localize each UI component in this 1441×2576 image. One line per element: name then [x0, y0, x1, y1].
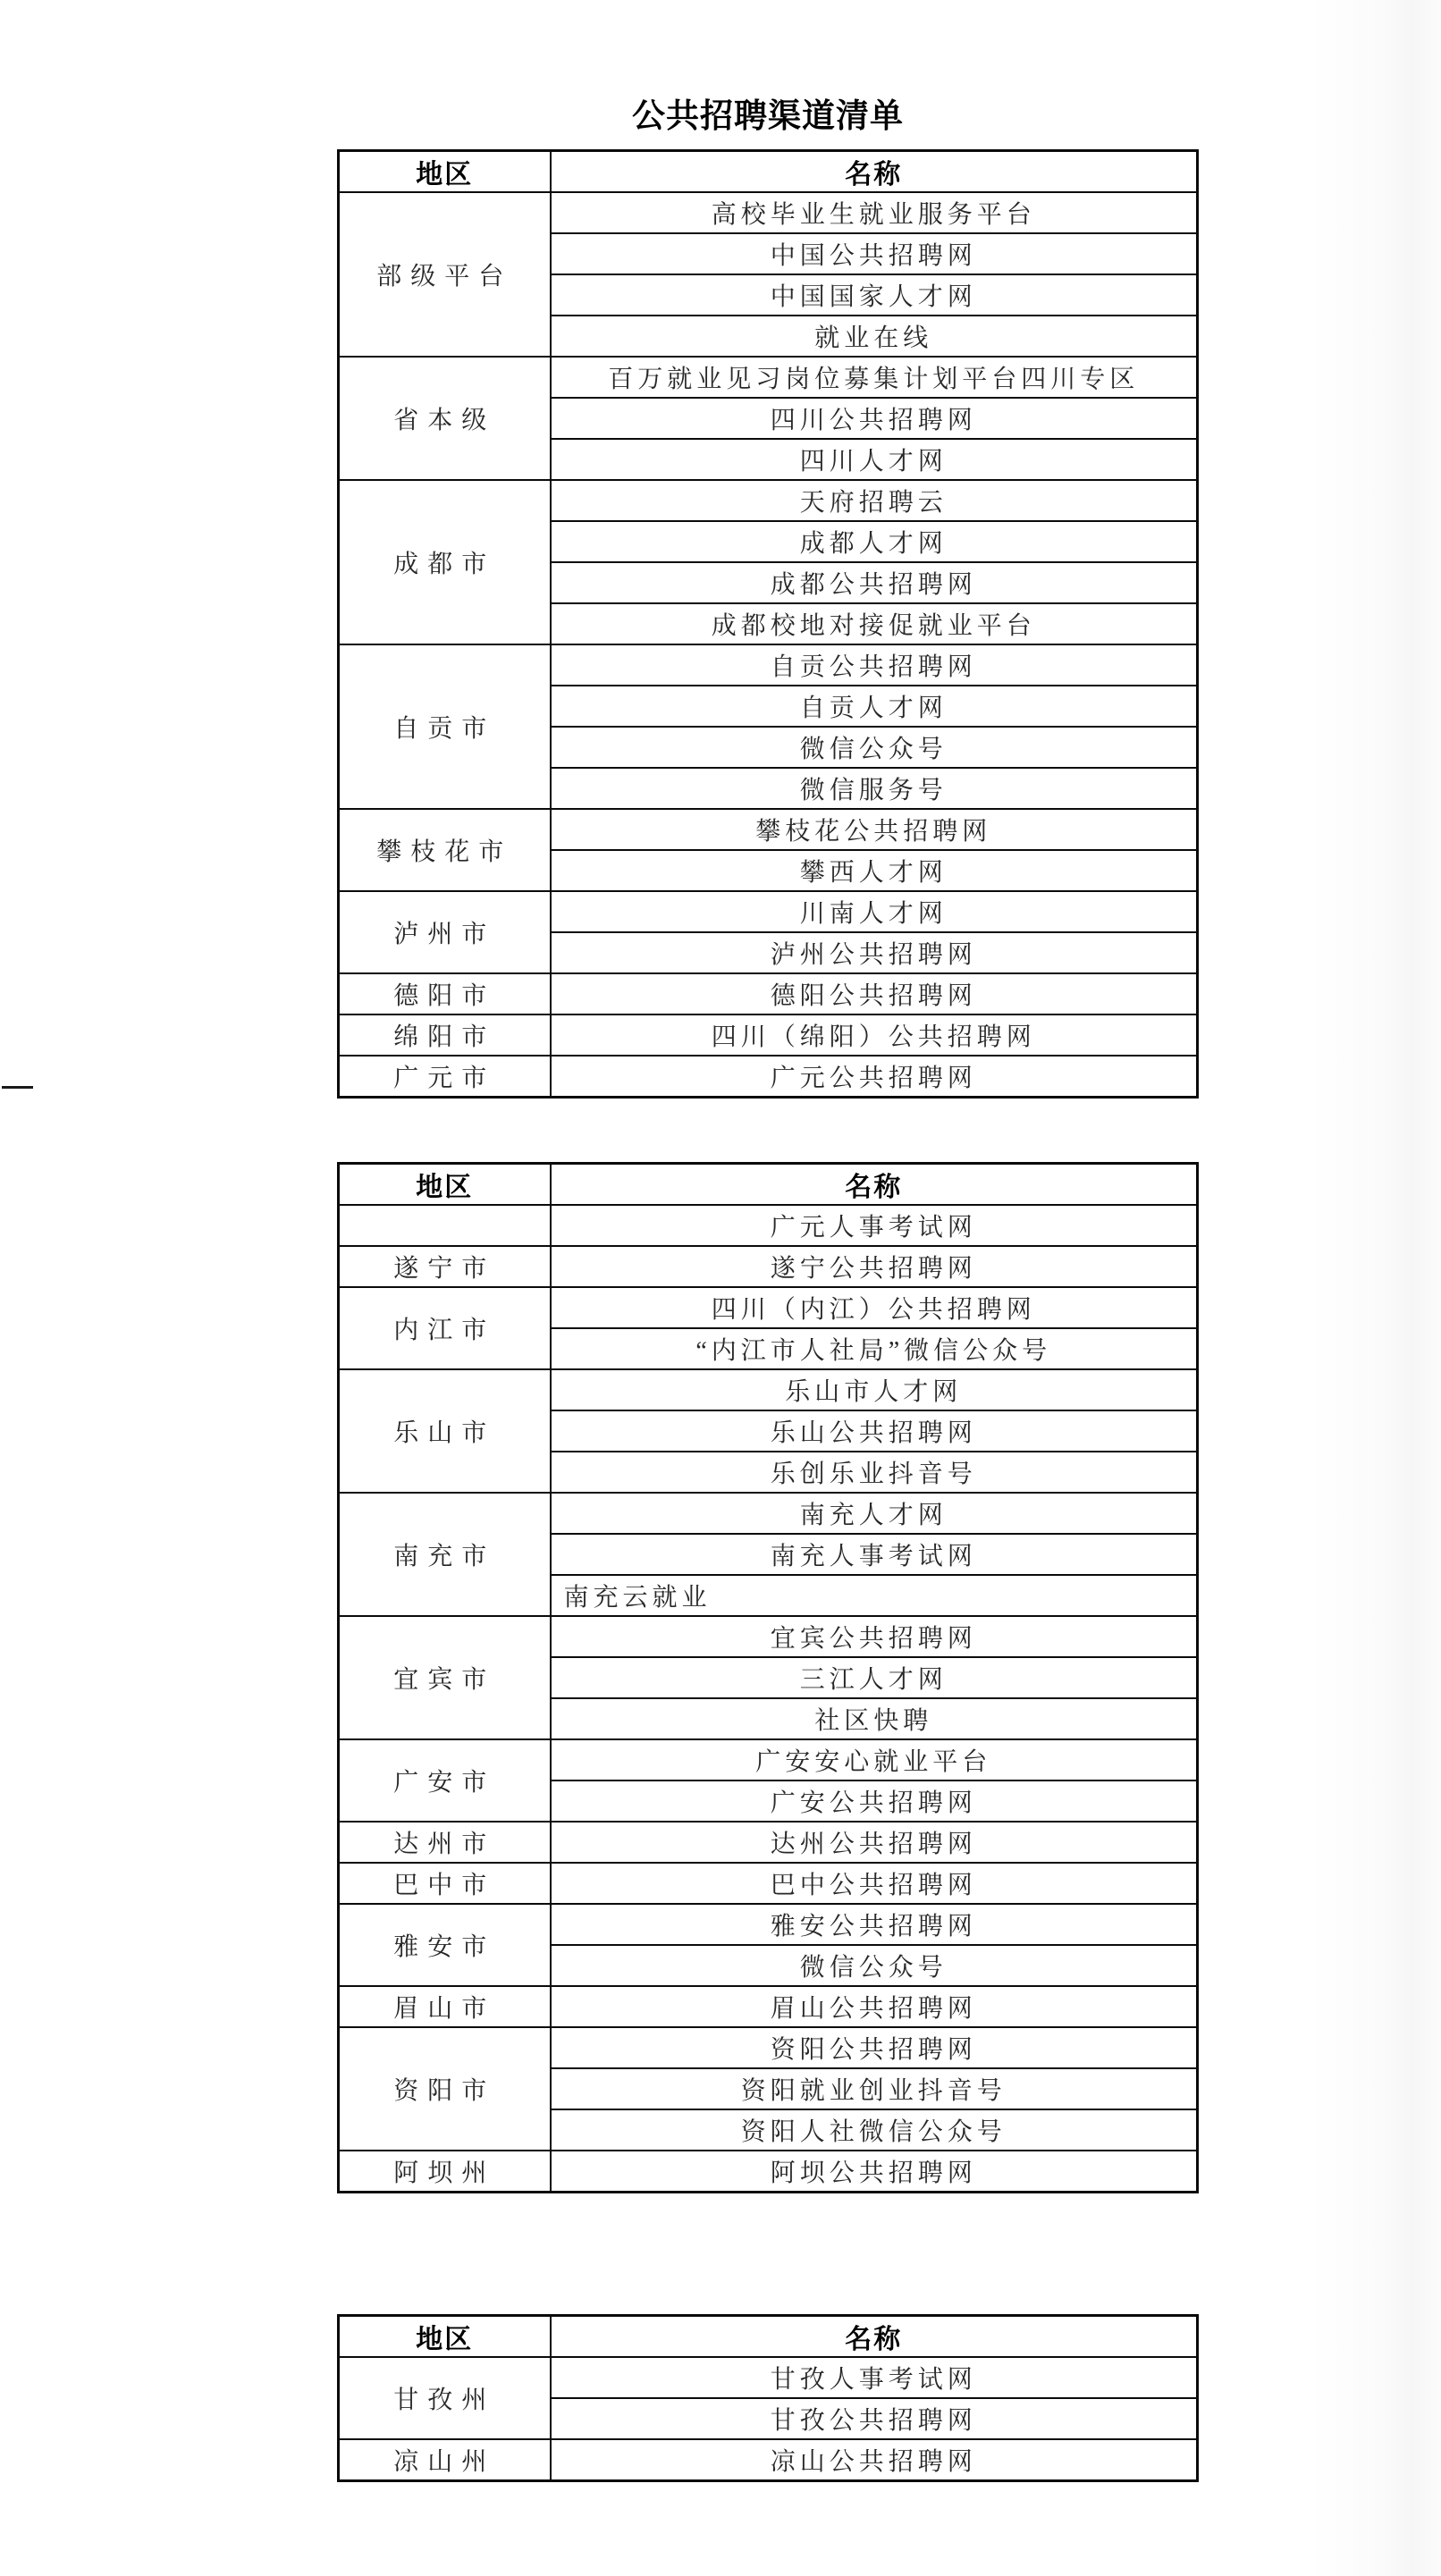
table-row [339, 891, 1198, 932]
column-header-name: 名称 [551, 2316, 1198, 2358]
region-cell: 广安市 [339, 1739, 551, 1822]
region-cell: 攀枝花市 [339, 809, 551, 891]
table-row [339, 973, 1198, 1014]
channel-name-cell: 微信公众号 [551, 727, 1198, 768]
channel-name-cell: “内江市人社局”微信公众号 [551, 1328, 1198, 1369]
column-header-region: 地区 [339, 2316, 551, 2358]
channel-name-cell: 天府招聘云 [551, 480, 1198, 521]
table-row [339, 644, 1198, 686]
region-cell: 达州市 [339, 1822, 551, 1863]
page-title: 公共招聘渠道清单 [632, 97, 904, 135]
column-header-region: 地区 [339, 151, 551, 193]
table-header-row [339, 2316, 1198, 2358]
table-row [339, 1863, 1198, 1904]
region-cell: 乐山市 [339, 1369, 551, 1493]
region-cell: 省本级 [339, 357, 551, 480]
region-cell: 凉山州 [339, 2439, 551, 2481]
scan-noise-edge [1307, 0, 1441, 2576]
channel-name-cell: 四川（绵阳）公共招聘网 [551, 1014, 1198, 1056]
table-row [339, 1493, 1198, 1534]
channel-name-cell: 中国国家人才网 [551, 274, 1198, 316]
table-row [339, 1246, 1198, 1287]
region-cell: 遂宁市 [339, 1246, 551, 1287]
channel-name-cell: 南充人才网 [551, 1493, 1198, 1534]
table-row [339, 2151, 1198, 2193]
table-row [339, 1739, 1198, 1780]
channel-name-cell: 乐山公共招聘网 [551, 1410, 1198, 1452]
channel-name-cell: 甘孜公共招聘网 [551, 2398, 1198, 2439]
recruitment-channel-table-1 [337, 149, 1199, 1099]
table-row [339, 1014, 1198, 1056]
table-row [339, 1369, 1198, 1410]
table-row [339, 1287, 1198, 1328]
table-row [339, 2027, 1198, 2068]
table-row [339, 2439, 1198, 2481]
region-cell: 绵阳市 [339, 1014, 551, 1056]
channel-name-cell: 南充云就业 [551, 1575, 1198, 1616]
region-cell: 雅安市 [339, 1904, 551, 1986]
region-cell: 成都市 [339, 480, 551, 644]
channel-name-cell: 社区快聘 [551, 1698, 1198, 1739]
region-cell: 内江市 [339, 1287, 551, 1369]
region-cell: 巴中市 [339, 1863, 551, 1904]
region-cell: 广元市 [339, 1056, 551, 1098]
channel-name-cell: 微信公众号 [551, 1945, 1198, 1986]
table-header-row [339, 151, 1198, 193]
channel-name-cell: 资阳就业创业抖音号 [551, 2068, 1198, 2109]
region-cell: 德阳市 [339, 973, 551, 1014]
recruitment-channel-table-2 [337, 1162, 1199, 2193]
channel-name-cell: 眉山公共招聘网 [551, 1986, 1198, 2027]
channel-name-cell: 自贡公共招聘网 [551, 644, 1198, 686]
channel-name-cell: 乐山市人才网 [551, 1369, 1198, 1410]
page-edge-dash [2, 1086, 33, 1089]
channel-name-cell: 广元人事考试网 [551, 1205, 1198, 1246]
channel-name-cell: 中国公共招聘网 [551, 233, 1198, 274]
column-header-name: 名称 [551, 151, 1198, 193]
channel-name-cell: 遂宁公共招聘网 [551, 1246, 1198, 1287]
table-row [339, 357, 1198, 398]
channel-name-cell: 乐创乐业抖音号 [551, 1452, 1198, 1493]
channel-name-cell: 阿坝公共招聘网 [551, 2151, 1198, 2193]
channel-name-cell: 广安安心就业平台 [551, 1739, 1198, 1780]
region-cell [339, 1205, 551, 1246]
channel-name-cell: 四川人才网 [551, 439, 1198, 480]
table-row [339, 480, 1198, 521]
channel-name-cell: 资阳公共招聘网 [551, 2027, 1198, 2068]
channel-name-cell: 广安公共招聘网 [551, 1780, 1198, 1822]
channel-name-cell: 川南人才网 [551, 891, 1198, 932]
region-cell: 部级平台 [339, 192, 551, 357]
channel-name-cell: 凉山公共招聘网 [551, 2439, 1198, 2481]
channel-name-cell: 甘孜人事考试网 [551, 2357, 1198, 2398]
table-row [339, 1056, 1198, 1098]
channel-name-cell: 成都人才网 [551, 521, 1198, 562]
channel-name-cell: 四川（内江）公共招聘网 [551, 1287, 1198, 1328]
table-row [339, 1616, 1198, 1657]
channel-name-cell: 就业在线 [551, 316, 1198, 357]
channel-name-cell: 攀枝花公共招聘网 [551, 809, 1198, 850]
region-cell: 甘孜州 [339, 2357, 551, 2439]
document-content [337, 0, 1199, 2482]
recruitment-channel-table-3 [337, 2314, 1199, 2482]
table-row [339, 1205, 1198, 1246]
region-cell: 自贡市 [339, 644, 551, 809]
channel-name-cell: 资阳人社微信公众号 [551, 2109, 1198, 2151]
table-row [339, 809, 1198, 850]
channel-name-cell: 百万就业见习岗位募集计划平台四川专区 [551, 357, 1198, 398]
channel-name-cell: 成都校地对接促就业平台 [551, 603, 1198, 644]
table-row [339, 1986, 1198, 2027]
channel-name-cell: 微信服务号 [551, 768, 1198, 809]
channel-name-cell: 攀西人才网 [551, 850, 1198, 891]
region-cell: 南充市 [339, 1493, 551, 1616]
region-cell: 泸州市 [339, 891, 551, 973]
channel-name-cell: 泸州公共招聘网 [551, 932, 1198, 973]
column-header-name: 名称 [551, 1164, 1198, 1206]
channel-name-cell: 四川公共招聘网 [551, 398, 1198, 439]
region-cell: 眉山市 [339, 1986, 551, 2027]
channel-name-cell: 达州公共招聘网 [551, 1822, 1198, 1863]
region-cell: 宜宾市 [339, 1616, 551, 1739]
table-row [339, 1904, 1198, 1945]
channel-name-cell: 三江人才网 [551, 1657, 1198, 1698]
table-header-row [339, 1164, 1198, 1206]
channel-name-cell: 自贡人才网 [551, 686, 1198, 727]
channel-name-cell: 德阳公共招聘网 [551, 973, 1198, 1014]
channel-name-cell: 雅安公共招聘网 [551, 1904, 1198, 1945]
region-cell: 阿坝州 [339, 2151, 551, 2193]
channel-name-cell: 宜宾公共招聘网 [551, 1616, 1198, 1657]
region-cell: 资阳市 [339, 2027, 551, 2151]
column-header-region: 地区 [339, 1164, 551, 1206]
table-row [339, 2357, 1198, 2398]
channel-name-cell: 成都公共招聘网 [551, 562, 1198, 603]
channel-name-cell: 广元公共招聘网 [551, 1056, 1198, 1098]
channel-name-cell: 巴中公共招聘网 [551, 1863, 1198, 1904]
table-row [339, 192, 1198, 233]
channel-name-cell: 高校毕业生就业服务平台 [551, 192, 1198, 233]
channel-name-cell: 南充人事考试网 [551, 1534, 1198, 1575]
table-row [339, 1822, 1198, 1863]
